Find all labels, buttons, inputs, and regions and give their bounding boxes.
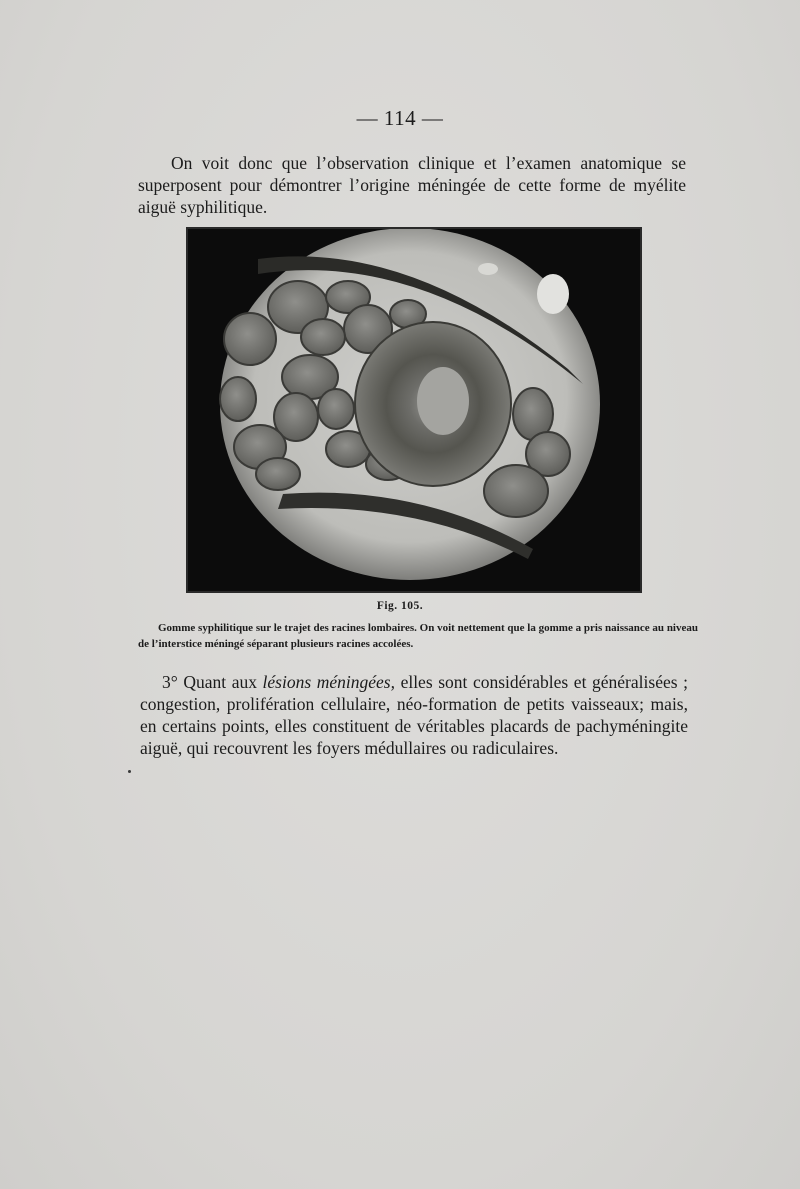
lesions-emphasis: lésions méningées, (262, 672, 395, 692)
micrograph-image (188, 229, 640, 591)
intro-paragraph (138, 152, 686, 218)
lesions-rest: elles sont considérables et généralisées ; congestion, prolifération cellulaire, néo-formation de petits vaisseaux; mais, en certains points, elles constituent de véritables placards de pachyméningite aiguë, qui recouvrent les foyers médullaires ou radiculaires. (140, 672, 688, 758)
figure-label: Fig. 105. (376, 600, 424, 612)
lesions-paragraph (140, 671, 688, 759)
intro-paragraph-text: On voit donc que l’observation clinique et l’examen anatomique se superposent pour démontrer l’origine méningée de cette forme de myélite aiguë syphilitique. (138, 153, 686, 217)
lesions-lead: 3° Quant aux (162, 672, 263, 692)
figure-caption-text: Gomme syphilitique sur le trajet des racines lombaires. On voit nettement que la gomme a pris naissance au niveau de l’interstice méningé séparant plusieurs racines accolées. (138, 622, 698, 650)
ink-speck (128, 770, 131, 773)
micrograph-figure (188, 229, 640, 591)
gumma-core (417, 367, 469, 435)
page-number: — 114 — (356, 106, 444, 130)
figure-caption (138, 620, 698, 652)
